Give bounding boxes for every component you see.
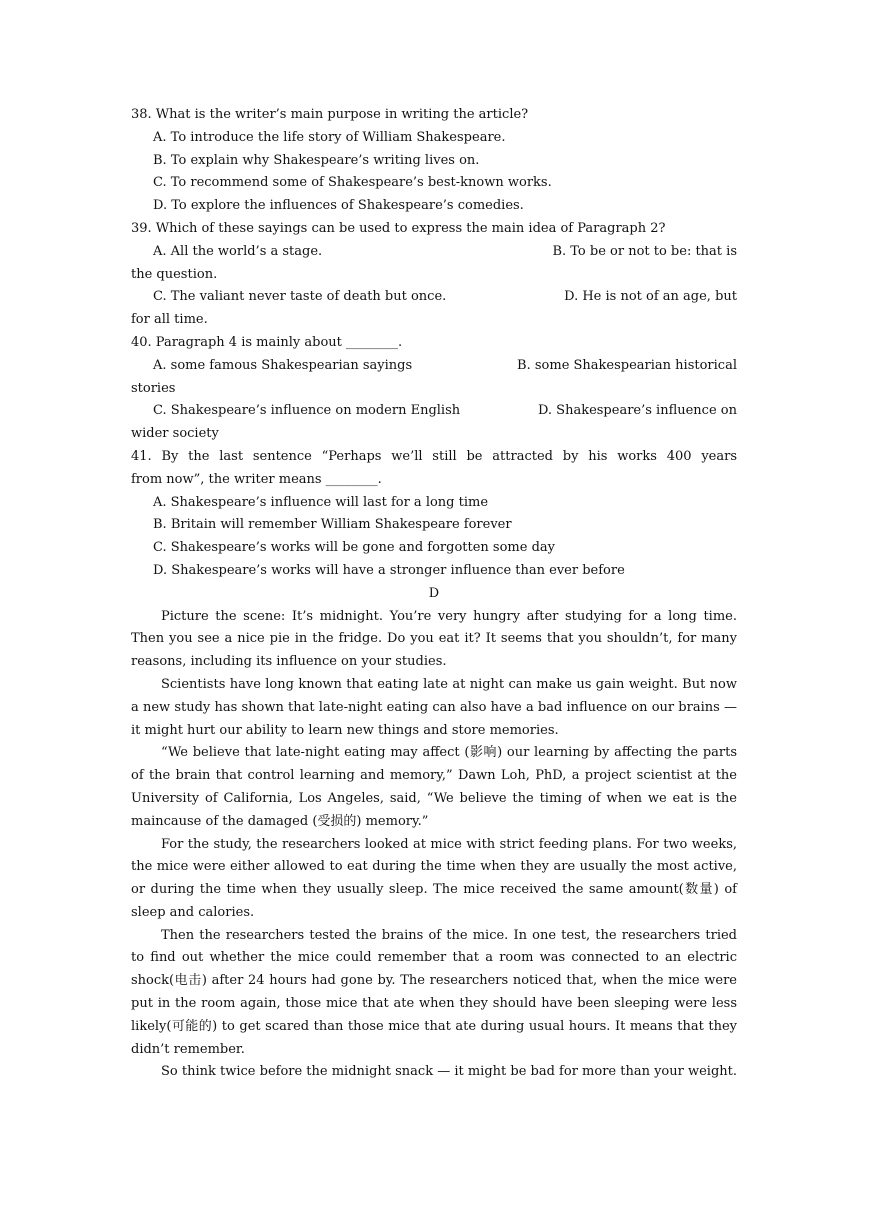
option-d-continued: for all time. [131, 312, 208, 328]
question-stem: 38. What is the writer’s main purpose in writing the article? [131, 107, 529, 122]
passage-paragraph: For the study, the researchers looked at mice with strict feeding plans. For two weeks, the mice were either allowed to eat during the time when they are usually the most active, or during the time when they usually sleep. The mice received the same amount(数量) of sleep and calories. [131, 836, 737, 920]
option-d-continued: wider society [131, 426, 219, 442]
option-d: D. He is not of an age, but [564, 289, 737, 305]
option-a: A. some famous Shakespearian sayings [153, 357, 413, 373]
option-c: C. Shakespeare’s works will be gone and forgotten some day [153, 540, 555, 556]
option-d: D. To explore the influences of Shakespeare’s comedies. [153, 198, 524, 214]
option-row [131, 400, 737, 423]
option-a: A. All the world’s a stage. [153, 243, 323, 259]
passage-paragraph: “We believe that late-night eating may affect (影响) our learning by affecting the parts of the brain that control learning and memory,” Dawn Loh, PhD, a project scientist at the University of California, Los Angeles, said, “We believe the timing of when we eat is the maincause of the damaged (受损的) memory.” [131, 745, 737, 829]
option-b: B. To explain why Shakespeare’s writing lives on. [153, 152, 480, 168]
option-c: C. To recommend some of Shakespeare’s best-known works. [153, 175, 552, 191]
question-stem-line-1: 41. By the last sentence “Perhaps we’ll still be attracted by his works 400 years [131, 448, 737, 464]
option-b-continued: the question. [131, 266, 218, 282]
option-a: A. Shakespeare’s influence will last for a long time [153, 494, 489, 510]
option-d: D. Shakespeare’s influence on [537, 403, 737, 419]
passage-paragraph: Picture the scene: It’s midnight. You’re very hungry after studying for a long time. Then you see a nice pie in the fridge. Do you eat it? It seems that you shouldn’t, for many reasons, including its influence on your studies. [131, 608, 737, 670]
document-content [131, 104, 737, 1084]
question-stem: 39. Which of these sayings can be used to express the main idea of Paragraph 2? [131, 220, 666, 236]
option-b-continued: stories [131, 380, 176, 396]
passage-paragraph: So think twice before the midnight snack — it might be bad for more than your weight. [161, 1064, 738, 1080]
section-heading: D [428, 585, 440, 601]
question-stem: 40. Paragraph 4 is mainly about ________. [131, 334, 403, 350]
option-b: B. some Shakespearian historical [517, 357, 737, 373]
option-d: D. Shakespeare’s works will have a stronger influence than ever before [153, 562, 625, 578]
passage-paragraph: Scientists have long known that eating late at night can make us gain weight. But now a new study has shown that late-night eating can also have a bad influence on our brains — it might hurt our ability to learn new things and store memories. [131, 676, 737, 738]
option-row [131, 241, 737, 264]
option-a: A. To introduce the life story of William Shakespeare. [153, 129, 506, 145]
question-41 [131, 446, 737, 583]
option-b: B. Britain will remember William Shakespeare forever [153, 517, 512, 533]
question-38 [131, 104, 737, 218]
passage-paragraph: Then the researchers tested the brains of the mice. In one test, the researchers tried to find out whether the mice could remember that a room was connected to an electric shock(电击) after 24 hours had gone by. The researchers noticed that, when the mice were put in the room again, those mice that ate when they should have been sleeping were less likely(可能的) to get scared than those mice that ate during usual hours. It means that they didn’t remember. [131, 927, 737, 1057]
question-stem-line-2: from now”, the writer means ________. [131, 471, 382, 487]
option-row [131, 286, 737, 309]
question-40 [131, 332, 737, 446]
option-c: C. The valiant never taste of death but once. [153, 289, 447, 305]
option-b: B. To be or not to be: that is [552, 243, 737, 259]
passage [131, 606, 737, 1085]
option-row [131, 355, 737, 378]
question-39 [131, 218, 737, 332]
option-c: C. Shakespeare’s influence on modern English [153, 403, 461, 419]
